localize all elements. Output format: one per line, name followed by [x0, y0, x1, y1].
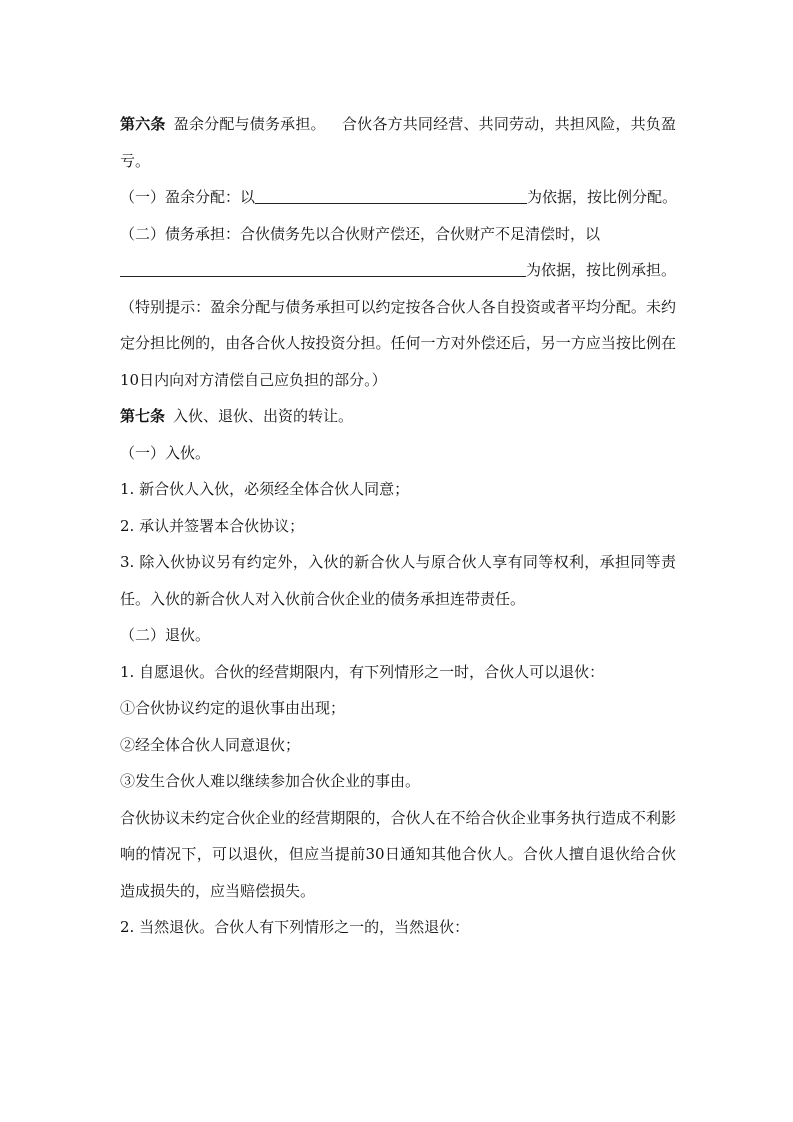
debt-bearing-continuation	[120, 252, 676, 289]
article-7-heading: 第七条	[120, 407, 166, 425]
profit-distribution-item	[120, 179, 676, 216]
profit-distribution-label: （一）盈余分配：以	[120, 188, 256, 206]
automatic-withdrawal: 2. 当然退伙。合伙人有下列情形之一的，当然退伙：	[120, 918, 470, 936]
admission-item-3: 3. 除入伙协议另有约定外，入伙的新合伙人与原合伙人享有同等权利，承担同等责任。入伙的新合伙人对入伙前合伙企业的债务承担连带责任。	[120, 553, 676, 608]
admission-item-2: 2. 承认并签署本合伙协议；	[120, 516, 305, 535]
article-6-intro: 合伙各方共同经营、共同劳动，共担风险，共负盈亏。	[120, 115, 676, 170]
no-term-withdrawal: 合伙协议未约定合伙企业的经营期限的，合伙人在不给合伙企业事务执行造成不利影响的情况下，可以退伙，但应当提前30日通知其他合伙人。合伙人擅自退伙给合伙造成损失的，应当赔偿损失。	[120, 808, 676, 900]
admission-subheading: （一）入伙。	[120, 443, 211, 462]
withdrawal-subheading: （二）退伙。	[120, 626, 211, 644]
profit-distribution-suffix: 为依据，按比例分配。	[527, 188, 678, 206]
article-7-title: 入伙、退伙、出资的转让。	[173, 407, 354, 425]
debt-bearing-item	[120, 216, 676, 253]
document-body	[120, 106, 676, 946]
article-7-paragraph	[120, 398, 676, 435]
debt-bearing-suffix: 为依据，按比例承担。	[526, 261, 677, 279]
withdrawal-condition-3: ③发生合伙人难以继续参加合伙企业的事由。	[120, 772, 421, 790]
admission-item-1: 1. 新合伙人入伙，必须经全体合伙人同意；	[120, 480, 410, 498]
withdrawal-condition-1: ①合伙协议约定的退伙事由出现；	[120, 699, 346, 717]
article-6-paragraph	[120, 106, 676, 179]
special-note: （特别提示：盈余分配与债务承担可以约定按各合伙人各自投资或者平均分配。未约定分担比例的，由各合伙人按投资分担。任何一方对外偿还后，另一方应当按比例在10日内向对方清偿自己应负担的部分。）	[120, 297, 676, 389]
debt-bearing-text: （二）债务承担：合伙债务先以合伙财产偿还，合伙财产不足清偿时，以	[120, 224, 601, 243]
debt-basis-blank[interactable]	[120, 262, 526, 277]
voluntary-withdrawal: 1. 自愿退伙。合伙的经营期限内，有下列情形之一时，合伙人可以退伙：	[120, 662, 605, 681]
profit-basis-blank[interactable]	[255, 189, 527, 204]
article-6-title: 盈余分配与债务承担。	[173, 115, 326, 133]
article-6-heading: 第六条	[120, 115, 166, 133]
withdrawal-condition-2: ②经全体合伙人同意退伙；	[120, 735, 301, 754]
